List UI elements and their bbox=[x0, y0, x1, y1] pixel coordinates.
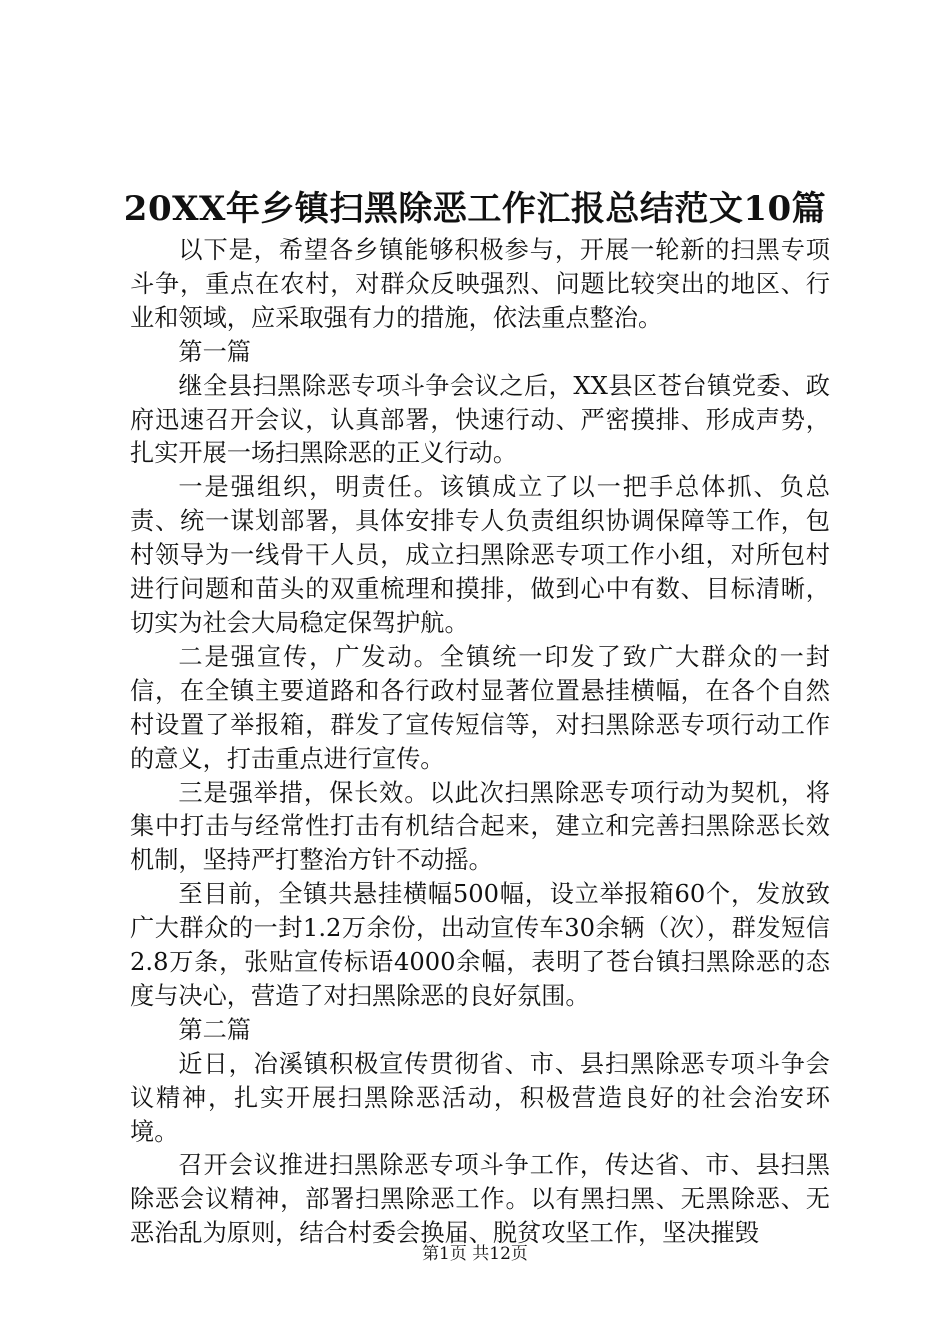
section-heading-2: 第二篇 bbox=[178, 1015, 251, 1044]
paragraph: 三是强举措，保长效。以此次扫黑除恶专项行动为契机，将集中打击与经常性打击有机结合起来，建立和完善扫黑除恶长效机制，坚持严打整治方针不动摇。 bbox=[130, 778, 830, 875]
paragraph: 二是强宣传，广发动。全镇统一印发了致广大群众的一封信，在全镇主要道路和各行政村显著位置悬挂横幅，在各个自然村设置了举报箱，群发了宣传短信等，对扫黑除恶专项行动工作的意义，打击重点进行宣传。 bbox=[130, 642, 830, 773]
paragraph: 召开会议推进扫黑除恶专项斗争工作，传达省、市、县扫黑除恶会议精神，部署扫黑除恶工作。以有黑扫黑、无黑除恶、无恶治乱为原则，结合村委会换届、脱贫攻坚工作，坚决摧毁 bbox=[130, 1151, 830, 1248]
paragraph: 近日，冶溪镇积极宣传贯彻省、市、县扫黑除恶专项斗争会议精神，扎实开展扫黑除恶活动，积极营造良好的社会治安环境。 bbox=[130, 1049, 830, 1146]
section-heading-1: 第一篇 bbox=[178, 337, 251, 366]
paragraph: 继全县扫黑除恶专项斗争会议之后，XX县区苍台镇党委、政府迅速召开会议，认真部署，快速行动、严密摸排、形成声势，扎实开展一场扫黑除恶的正义行动。 bbox=[130, 371, 830, 468]
paragraph-intro: 以下是，希望各乡镇能够积极参与，开展一轮新的扫黑专项斗争，重点在农村，对群众反映强烈、问题比较突出的地区、行业和领域，应采取强有力的措施，依法重点整治。 bbox=[130, 236, 830, 332]
paragraph: 一是强组织，明责任。该镇成立了以一把手总体抓、负总责、统一谋划部署，具体安排专人负责组织协调保障等工作，包村领导为一线骨干人员，成立扫黑除恶专项工作小组，对所包村进行问题和苗头的双重梳理和摸排，做到心中有数、目标清晰，切实为社会大局稳定保驾护航。 bbox=[130, 473, 830, 637]
page-number-footer: 第1页 共12页 bbox=[422, 1244, 528, 1264]
paragraph: 至目前，全镇共悬挂横幅500幅，设立举报箱60个，发放致广大群众的一封1.2万余份，出动宣传车30余辆（次），群发短信2.8万条，张贴宣传标语4000余幅，表明了苍台镇扫黑除恶的态度与决心，营造了对扫黑除恶的良好氛围。 bbox=[130, 880, 830, 1010]
document-body bbox=[130, 234, 830, 1251]
document-title: 20XX年乡镇扫黑除恶工作汇报总结范文10篇 bbox=[123, 189, 827, 229]
